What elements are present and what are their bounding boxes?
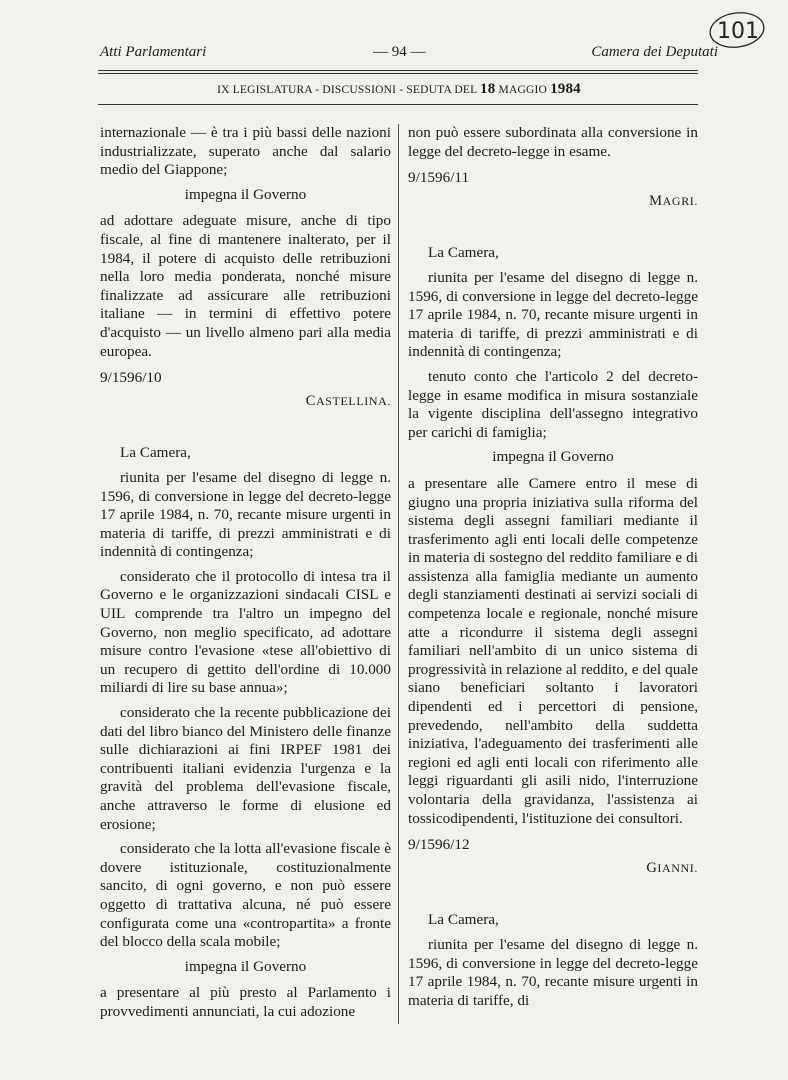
handwritten-mark-text: 101 (717, 19, 759, 44)
left-paragraph-2: ad adottare adeguate misure, anche di tipo fiscale, al fine di mantenere inalterato, per il 1984, il potere di acquisto delle retribuzioni nella loro media ponderata, nonché misure finalizzate ad assicurare alle retribuzioni italiane — in termini di effettivo potere d'acquisto — un livello almeno pari alla media europea. (100, 212, 391, 360)
sig-initial: C (305, 392, 316, 409)
sig-rest: AGRI. (662, 193, 698, 208)
session-subtitle (100, 81, 698, 98)
right-reference-2: 9/1596/12 (408, 836, 470, 854)
right-paragraph-5: riunita per l'esame del disegno di legge n. 1596, di conversione in legge del decreto-legge 17 aprile 1984, n. 70, recante misure urgenti in materia di tariffe, di (408, 935, 698, 1009)
column-divider (398, 124, 399, 1024)
header-rule-top-double (98, 73, 698, 74)
right-paragraph-4: a presentare alle Camere entro il mese di giugno una propria iniziativa sulla riforma del sistema degli assegni familiari mediante il trasferimento agli enti locali delle competenze in materia di sostegno del reddito familiare e di assistenza alla famiglia mediante un aumento degli stanziamenti destinati ai servizi sociali di competenza locale e regionale, nonché misure atte a ricondurre il sistema degli assegni familiari nell'ambito di un unico sistema di progressività in relazione al reddito, e del quale siano beneficiari soltanto i lavoratori dipendenti ed i percettori di pensione, prevedendo, nell'ambito della suddetta iniziativa, l'adeguamento dei trasferimenti alle regioni ed agli enti locali con riferimento alle leggi riguardanti gli asili nido, l'interruzione volontaria della gravidanza, l'assistenza ai tossicodipendenti, l'istituzione dei consultori. (408, 474, 698, 827)
left-camera-heading: La Camera, (120, 444, 191, 462)
sig-initial: M (649, 192, 663, 209)
subtitle-day: 18 (480, 81, 496, 97)
header-rule-top (98, 70, 698, 71)
header-right-title: Camera dei Deputati (591, 44, 718, 60)
left-paragraph-6: considerato che la lotta all'evasione fiscale è dovere istituzionale, costituzionalmente sancito, di ogni governo, e non può essere oggetto di trattativa alcuna, né può essere configurata come una «contropartita» a fronte del blocco della scala mobile; (100, 840, 391, 951)
right-signature-2 (408, 859, 698, 878)
left-paragraph-5: considerato che la recente pubblicazione dei dati del libro bianco del Ministero delle finanze sulle dichiarazioni ai fini IRPEF 1981 dei contribuenti italiani evidenzia l'urgenza e la gravità del problema dell'evasione fiscale, anche attraverso le forme di elusione ed erosione; (100, 704, 391, 833)
right-column (408, 124, 698, 1010)
subtitle-year: 1984 (550, 81, 581, 97)
sig-initial: G (646, 859, 658, 876)
right-camera-heading-2: La Camera, (428, 911, 499, 929)
left-paragraph-4: considerato che il protocollo di intesa tra il Governo e le organizzazioni sindacali CISL e UIL comprende tra l'altro un impegno del Governo, non meglio specificato, ad adottare misure contro l'evasione «tese all'obiettivo di un recupero di gettito dell'ordine di 10.000 miliardi di lire su base annua»; (100, 567, 391, 697)
header-rule-bottom (98, 104, 698, 105)
left-paragraph-3: riunita per l'esame del disegno di legge n. 1596, di conversione in legge del decreto-legge 17 aprile 1984, n. 70, recante misure urgenti in materia di tariffe, di prezzi amministrati e di indennità di contingenza; (100, 468, 391, 561)
right-signature-1 (408, 192, 698, 211)
right-reference-1: 9/1596/11 (408, 169, 470, 187)
left-paragraph-1: internazionale — è tra i più bassi delle nazioni industrializzate, superato anche dal salario medio del Giappone; (100, 124, 391, 179)
subtitle-month: MAGGIO (498, 84, 547, 96)
left-impegna-heading-1: impegna il Governo (184, 185, 307, 203)
left-impegna-heading-2: impegna il Governo (184, 957, 307, 975)
header-left-title: Atti Parlamentari (100, 44, 207, 60)
right-paragraph-1: non può essere subordinata alla conversione in legge del decreto-legge in esame. (408, 124, 698, 160)
sig-rest: ASTELLINA. (316, 393, 391, 408)
left-reference-1: 9/1596/10 (100, 369, 162, 387)
right-paragraph-2: riunita per l'esame del disegno di legge n. 1596, di conversione in legge del decreto-legge 17 aprile 1984, n. 70, recante misure urgenti in materia di tariffe, di prezzi amministrati e di indennità di contingenza; (408, 268, 698, 361)
subtitle-text: IX LEGISLATURA - DISCUSSIONI - SEDUTA DEL (217, 84, 477, 96)
handwritten-page-number (704, 8, 766, 54)
right-camera-heading-1: La Camera, (428, 244, 499, 262)
right-paragraph-3: tenuto conto che l'articolo 2 del decreto-legge in esame modifica in misura sostanziale la vigente disciplina dell'assegno integrativo per carichi di famiglia; (408, 367, 698, 441)
page-number: — 94 — (373, 44, 426, 60)
right-impegna-heading-1: impegna il Governo (492, 448, 614, 466)
left-paragraph-7: a presentare al più presto al Parlamento i provvedimenti annunciati, la cui adozione (100, 984, 391, 1020)
left-signature-1 (100, 392, 391, 411)
left-column (100, 124, 391, 1022)
sig-rest: IANNI. (657, 860, 698, 875)
